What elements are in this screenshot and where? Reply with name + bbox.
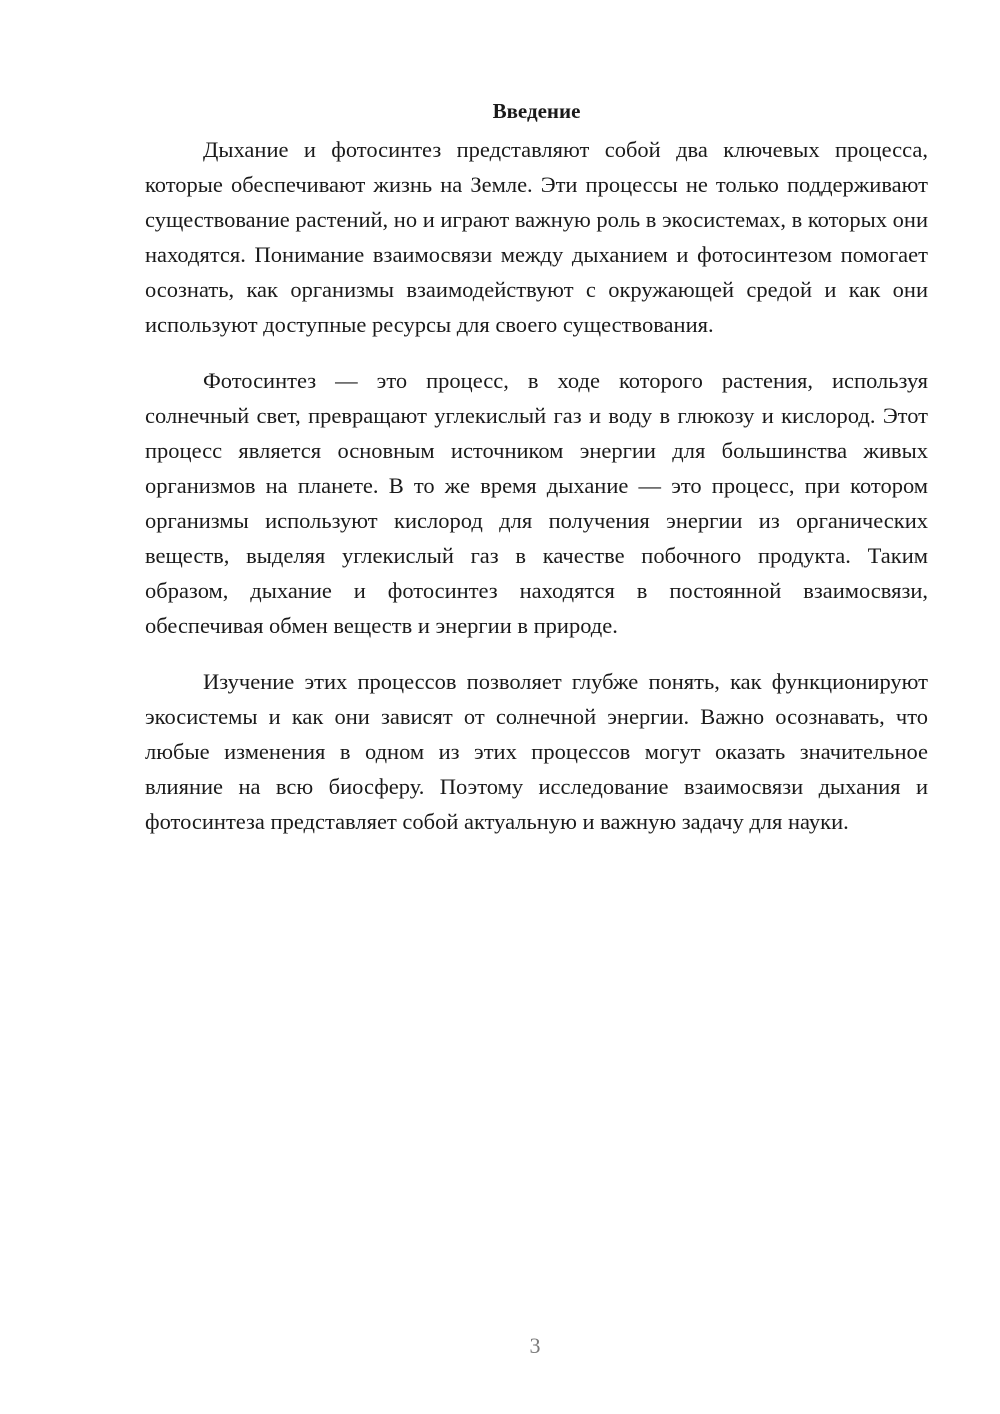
page-content <box>145 92 928 860</box>
page-number: 3 <box>529 1333 541 1358</box>
paragraph-2: Фотосинтез — это процесс, в ходе которого растения, используя солнечный свет, превращают углекислый газ и воду в глюкозу и кислород. Этот процесс является основным источником энергии для большинства живых организмов на планете. В то же время дыхание — это процесс, при котором организмы используют кислород для получения энергии из органических веществ, выделяя углекислый газ в качестве побочного продукта. Таким образом, дыхание и фотосинтез находятся в постоянной взаимосвязи, обеспечивая обмен веществ и энергии в природе. <box>145 368 928 638</box>
paragraph-1: Дыхание и фотосинтез представляют собой два ключевых процесса, которые обеспечивают жизнь на Земле. Эти процессы не только поддерживают существование растений, но и играют важную роль в экосистемах, в которых они находятся. Понимание взаимосвязи между дыханием и фотосинтезом помогает осознать, как организмы взаимодействуют с окружающей средой и как они используют доступные ресурсы для своего существования. <box>145 137 928 337</box>
paragraph-3: Изучение этих процессов позволяет глубже понять, как функционируют экосистемы и как они зависят от солнечной энергии. Важно осознавать, что любые изменения в одном из этих процессов могут оказать значительное влияние на всю биосферу. Поэтому исследование взаимосвязи дыхания и фотосинтеза представляет собой актуальную и важную задачу для науки. <box>145 669 928 834</box>
section-heading: Введение <box>492 99 581 123</box>
